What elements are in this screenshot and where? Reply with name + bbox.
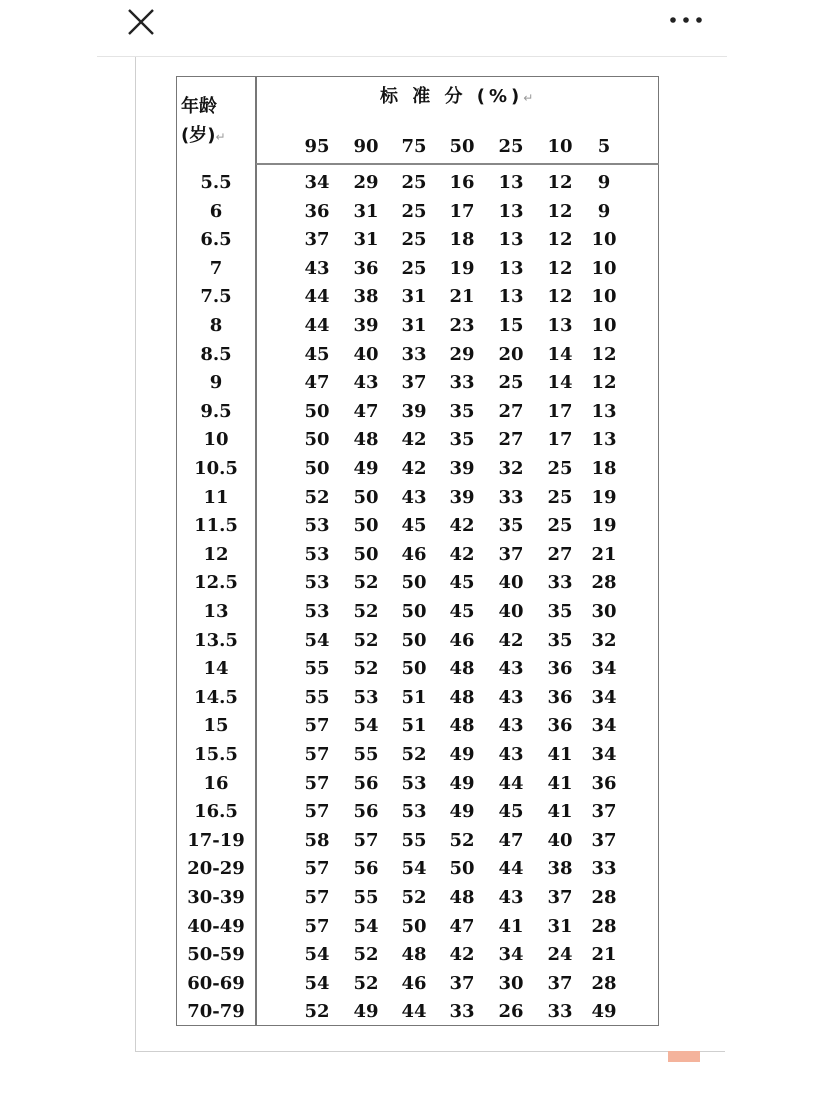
table-row-age: 14 [203, 658, 229, 680]
table-cell: 35 [547, 629, 573, 651]
table-cell: 50 [353, 486, 379, 508]
table-cell: 43 [304, 257, 330, 279]
table-row-age: 15.5 [194, 744, 238, 765]
table-cell: 45 [498, 801, 524, 823]
table-cell: 46 [401, 972, 427, 994]
table-row-age: 50-59 [187, 944, 245, 966]
table-cell: 21 [591, 543, 617, 565]
table-cell: 37 [591, 801, 617, 823]
table-cell: 28 [591, 572, 617, 594]
table-cell: 36 [547, 715, 573, 737]
table-cell: 34 [591, 744, 617, 765]
table-cell: 12 [547, 257, 573, 279]
table-cell: 10 [591, 229, 617, 251]
table-cell: 34 [304, 172, 330, 193]
table-cell: 13 [498, 172, 524, 193]
table-cell: 33 [449, 1001, 475, 1023]
table-row-age: 40-49 [187, 915, 245, 937]
table-cell: 42 [498, 629, 524, 651]
table-cell: 33 [547, 1001, 573, 1023]
table-cell: 33 [401, 343, 427, 365]
table-cell: 49 [353, 458, 379, 479]
age-column-header [181, 92, 251, 152]
table-cell: 53 [353, 686, 379, 708]
table-cell: 31 [401, 286, 427, 308]
table-cell: 45 [304, 343, 330, 365]
table-cell: 10 [591, 286, 617, 308]
table-cell: 55 [353, 887, 379, 908]
table-cell: 25 [547, 458, 573, 479]
table-cell: 25 [401, 257, 427, 279]
table-cell: 48 [449, 686, 475, 708]
table-cell: 39 [449, 458, 475, 479]
table-cell: 52 [353, 944, 379, 966]
table-cell: 50 [401, 629, 427, 651]
table-cell: 31 [353, 229, 379, 251]
table-cell: 38 [353, 286, 379, 308]
table-cell: 44 [498, 772, 524, 794]
percentile-header: 90 [353, 136, 379, 157]
table-cell: 45 [449, 601, 475, 622]
table-cell: 55 [401, 829, 427, 851]
age-header-unit: (岁) [181, 125, 216, 146]
table-cell: 13 [591, 400, 617, 422]
table-cell: 32 [591, 629, 617, 651]
table-cell: 36 [353, 257, 379, 279]
table-cell: 32 [498, 458, 524, 479]
table-cell: 56 [353, 772, 379, 794]
table-cell: 52 [353, 601, 379, 622]
percentile-header: 25 [498, 136, 524, 157]
table-cell: 37 [547, 887, 573, 908]
more-horizontal-icon[interactable] [668, 10, 704, 30]
age-column-divider [255, 76, 257, 1026]
table-cell: 33 [547, 572, 573, 594]
table-row-age: 8.5 [200, 343, 232, 365]
table-cell: 36 [591, 772, 617, 794]
table-cell: 35 [547, 601, 573, 622]
table-cell: 45 [449, 572, 475, 594]
table-cell: 42 [449, 944, 475, 966]
table-cell: 38 [547, 858, 573, 880]
table-cell: 43 [498, 887, 524, 908]
table-cell: 53 [304, 572, 330, 594]
table-cell: 25 [498, 372, 524, 394]
table-cell: 39 [449, 486, 475, 508]
table-row-age: 10.5 [194, 458, 238, 479]
table-cell: 33 [591, 858, 617, 880]
table-cell: 49 [353, 1001, 379, 1023]
table-cell: 49 [449, 744, 475, 765]
table-cell: 50 [401, 915, 427, 937]
table-cell: 28 [591, 972, 617, 994]
table-cell: 50 [304, 429, 330, 451]
table-cell: 13 [498, 286, 524, 308]
table-cell: 50 [353, 515, 379, 537]
table-cell: 35 [449, 429, 475, 451]
table-row-age: 60-69 [187, 972, 245, 994]
return-mark: ↵ [523, 91, 534, 105]
table-cell: 44 [401, 1001, 427, 1023]
page-tab-marker [668, 1051, 700, 1062]
table-cell: 13 [498, 257, 524, 279]
table-cell: 37 [401, 372, 427, 394]
table-cell: 52 [353, 629, 379, 651]
table-cell: 57 [304, 715, 330, 737]
table-cell: 17 [547, 400, 573, 422]
table-cell: 40 [498, 572, 524, 594]
table-cell: 46 [401, 543, 427, 565]
table-cell: 53 [401, 772, 427, 794]
table-cell: 25 [547, 486, 573, 508]
table-cell: 37 [547, 972, 573, 994]
table-cell: 42 [401, 429, 427, 451]
table-cell: 29 [353, 172, 379, 193]
table-cell: 12 [547, 229, 573, 251]
table-row-age: 13.5 [194, 629, 238, 651]
table-cell: 27 [498, 429, 524, 451]
table-cell: 36 [547, 686, 573, 708]
age-header-line2 [181, 121, 251, 152]
table-cell: 12 [591, 343, 617, 365]
table-cell: 47 [449, 915, 475, 937]
table-row-age: 17-19 [187, 829, 245, 851]
table-cell: 46 [449, 629, 475, 651]
table-cell: 13 [547, 315, 573, 336]
table-cell: 36 [547, 658, 573, 680]
table-cell: 45 [401, 515, 427, 537]
table-cell: 50 [401, 658, 427, 680]
table-cell: 50 [449, 858, 475, 880]
table-cell: 50 [401, 572, 427, 594]
table-cell: 52 [401, 744, 427, 765]
table-cell: 57 [353, 829, 379, 851]
table-cell: 54 [304, 629, 330, 651]
table-cell: 57 [304, 801, 330, 823]
table-cell: 54 [353, 715, 379, 737]
table-cell: 54 [304, 944, 330, 966]
table-cell: 34 [591, 686, 617, 708]
table-cell: 30 [591, 601, 617, 622]
table-cell: 14 [547, 343, 573, 365]
table-cell: 41 [547, 801, 573, 823]
table-cell: 29 [449, 343, 475, 365]
table-cell: 52 [401, 887, 427, 908]
table-cell: 13 [498, 200, 524, 222]
page-title [352, 10, 472, 34]
table-cell: 51 [401, 715, 427, 737]
table-cell: 19 [591, 515, 617, 537]
table-cell: 49 [449, 801, 475, 823]
table-row-age: 13 [203, 601, 229, 622]
table-cell: 54 [401, 858, 427, 880]
table-cell: 28 [591, 915, 617, 937]
table-cell: 54 [353, 915, 379, 937]
table-cell: 47 [353, 400, 379, 422]
table-cell: 9 [597, 200, 611, 222]
table-cell: 25 [547, 515, 573, 537]
table-cell: 19 [591, 486, 617, 508]
table-cell: 41 [547, 744, 573, 765]
table-cell: 16 [449, 172, 475, 193]
standard-score-label: 标 准 分 (%) [380, 86, 524, 107]
table-cell: 35 [449, 400, 475, 422]
table-row-age: 12.5 [194, 572, 238, 594]
table-cell: 48 [401, 944, 427, 966]
table-cell: 24 [547, 944, 573, 966]
table-cell: 14 [547, 372, 573, 394]
table-row-age: 11 [203, 486, 229, 508]
table-cell: 12 [547, 172, 573, 193]
table-cell: 34 [498, 944, 524, 966]
table-cell: 13 [498, 229, 524, 251]
table-cell: 53 [304, 601, 330, 622]
table-cell: 52 [304, 486, 330, 508]
table-row-age: 7 [209, 257, 223, 279]
table-cell: 39 [401, 400, 427, 422]
table-row-age: 14.5 [194, 686, 238, 708]
percentile-header: 50 [449, 136, 475, 157]
table-cell: 25 [401, 229, 427, 251]
table-cell: 20 [498, 343, 524, 365]
table-cell: 48 [449, 715, 475, 737]
table-cell: 12 [547, 286, 573, 308]
percentile-header: 5 [597, 136, 611, 157]
table-cell: 52 [353, 972, 379, 994]
age-header-line1: 年龄 [181, 96, 217, 117]
table-cell: 56 [353, 801, 379, 823]
table-cell: 57 [304, 858, 330, 880]
table-cell: 51 [401, 686, 427, 708]
table-cell: 12 [547, 200, 573, 222]
table-cell: 57 [304, 744, 330, 765]
table-row-age: 12 [203, 543, 229, 565]
table-cell: 47 [304, 372, 330, 394]
table-cell: 52 [353, 572, 379, 594]
table-cell: 17 [449, 200, 475, 222]
table-cell: 43 [498, 744, 524, 765]
table-cell: 21 [449, 286, 475, 308]
table-cell: 55 [353, 744, 379, 765]
table-cell: 52 [449, 829, 475, 851]
table-row-age: 10 [203, 429, 229, 451]
table-row-age: 30-39 [187, 887, 245, 908]
table-cell: 25 [401, 200, 427, 222]
table-row-age: 9.5 [200, 400, 232, 422]
table-row-age: 16.5 [194, 801, 238, 823]
table-cell: 40 [353, 343, 379, 365]
table-cell: 58 [304, 829, 330, 851]
table-row-age: 6 [209, 200, 223, 222]
table-cell: 50 [353, 543, 379, 565]
table-row-age: 15 [203, 715, 229, 737]
table-cell: 48 [449, 658, 475, 680]
table-cell: 50 [304, 400, 330, 422]
table-cell: 35 [498, 515, 524, 537]
close-icon[interactable] [126, 7, 156, 37]
table-row-age: 7.5 [200, 286, 232, 308]
table-cell: 54 [304, 972, 330, 994]
table-cell: 49 [449, 772, 475, 794]
table-row-age: 5.5 [200, 172, 232, 193]
table-cell: 39 [353, 315, 379, 336]
table-cell: 18 [591, 458, 617, 479]
table-cell: 19 [449, 257, 475, 279]
table-cell: 13 [591, 429, 617, 451]
table-row-age: 9 [209, 372, 223, 394]
table-cell: 42 [401, 458, 427, 479]
table-cell: 57 [304, 915, 330, 937]
standard-score-header [380, 82, 580, 108]
table-cell: 40 [547, 829, 573, 851]
table-cell: 42 [449, 515, 475, 537]
table-cell: 55 [304, 658, 330, 680]
table-cell: 27 [547, 543, 573, 565]
table-cell: 57 [304, 772, 330, 794]
table-cell: 10 [591, 315, 617, 336]
table-cell: 33 [449, 372, 475, 394]
top-bar [0, 0, 824, 56]
table-row-age: 8 [209, 315, 223, 336]
table-cell: 52 [304, 1001, 330, 1023]
table-cell: 48 [353, 429, 379, 451]
table-cell: 57 [304, 887, 330, 908]
table-cell: 44 [304, 315, 330, 336]
table-cell: 56 [353, 858, 379, 880]
table-cell: 43 [498, 658, 524, 680]
table-row-age: 6.5 [200, 229, 232, 251]
table-cell: 41 [547, 772, 573, 794]
table-row-age: 16 [203, 772, 229, 794]
table-cell: 33 [498, 486, 524, 508]
table-cell: 40 [498, 601, 524, 622]
table-cell: 53 [304, 543, 330, 565]
table-cell: 26 [498, 1001, 524, 1023]
table-cell: 55 [304, 686, 330, 708]
table-cell: 31 [401, 315, 427, 336]
percentile-header: 75 [401, 136, 427, 157]
table-cell: 47 [498, 829, 524, 851]
table-cell: 41 [498, 915, 524, 937]
table-cell: 9 [597, 172, 611, 193]
table-cell: 44 [498, 858, 524, 880]
table-cell: 37 [304, 229, 330, 251]
table-cell: 21 [591, 944, 617, 966]
table-cell: 37 [591, 829, 617, 851]
table-cell: 49 [591, 1001, 617, 1023]
table-cell: 34 [591, 715, 617, 737]
table-cell: 27 [498, 400, 524, 422]
table-cell: 52 [353, 658, 379, 680]
table-row-age: 70-79 [187, 1001, 245, 1023]
table-row-age: 20-29 [187, 858, 245, 880]
table-cell: 12 [591, 372, 617, 394]
table-cell: 15 [498, 315, 524, 336]
table-cell: 23 [449, 315, 475, 336]
table-cell: 42 [449, 543, 475, 565]
table-cell: 43 [498, 715, 524, 737]
return-mark: ↵ [215, 130, 226, 144]
header-divider [256, 163, 659, 165]
table-cell: 37 [498, 543, 524, 565]
table-cell: 18 [449, 229, 475, 251]
table-cell: 50 [304, 458, 330, 479]
percentile-header: 10 [547, 136, 573, 157]
table-cell: 25 [401, 172, 427, 193]
table-cell: 50 [401, 601, 427, 622]
percentile-header: 95 [304, 136, 330, 157]
table-cell: 53 [304, 515, 330, 537]
table-cell: 10 [591, 257, 617, 279]
table-cell: 17 [547, 429, 573, 451]
table-cell: 43 [498, 686, 524, 708]
table-cell: 48 [449, 887, 475, 908]
table-cell: 43 [401, 486, 427, 508]
table-cell: 28 [591, 887, 617, 908]
table-cell: 43 [353, 372, 379, 394]
table-row-age: 11.5 [194, 515, 238, 537]
table-cell: 44 [304, 286, 330, 308]
table-cell: 31 [353, 200, 379, 222]
table-cell: 30 [498, 972, 524, 994]
table-cell: 36 [304, 200, 330, 222]
table-cell: 31 [547, 915, 573, 937]
table-cell: 34 [591, 658, 617, 680]
table-cell: 53 [401, 801, 427, 823]
table-cell: 37 [449, 972, 475, 994]
